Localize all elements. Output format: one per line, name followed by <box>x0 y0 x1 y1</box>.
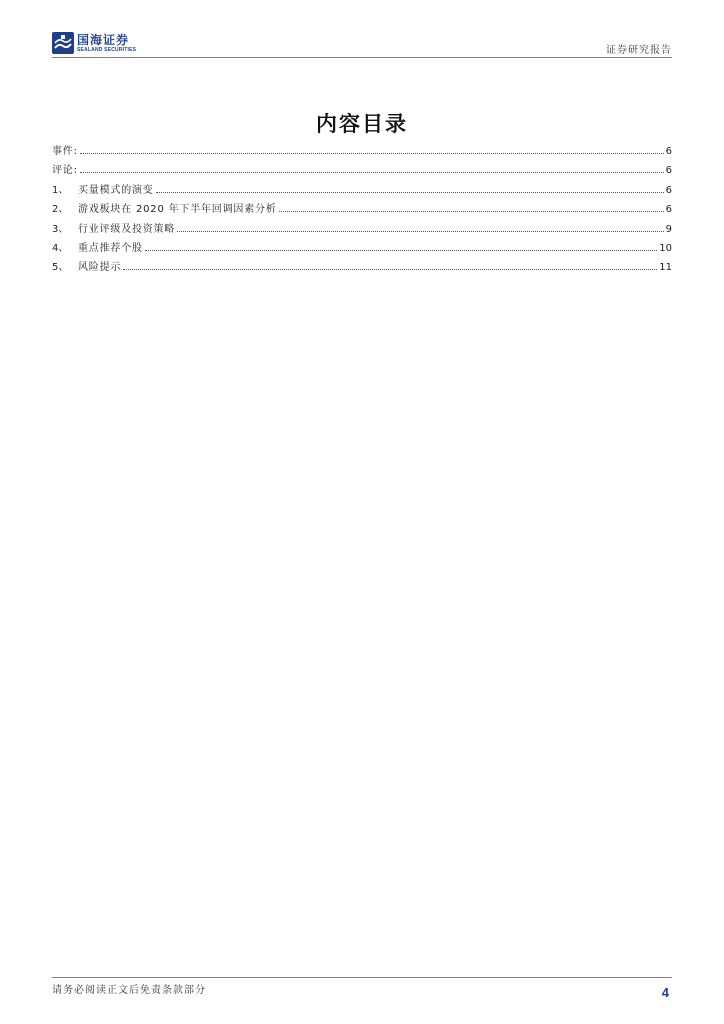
footer-divider <box>52 977 672 978</box>
toc-entry-label: 游戏板块在 2020 年下半年回调因素分析 <box>78 204 277 216</box>
toc-leader-dots <box>279 210 664 212</box>
toc-entry-page: 6 <box>665 184 672 196</box>
toc-entry-2[interactable] <box>52 200 672 219</box>
toc-entry-label: 风险提示 <box>78 262 122 274</box>
toc-entry-number: 3、 <box>52 223 69 235</box>
header-divider <box>52 57 672 58</box>
toc-entry-page: 11 <box>659 262 672 274</box>
page-number: 4 <box>661 985 669 1000</box>
toc-entry-page: 6 <box>665 165 672 177</box>
toc-title: 内容目录 <box>316 111 408 136</box>
sealand-logo-icon <box>52 32 74 54</box>
toc-leader-dots <box>80 171 664 173</box>
table-of-contents <box>52 142 672 278</box>
toc-entry-3[interactable] <box>52 220 672 239</box>
toc-leader-dots <box>123 268 657 270</box>
toc-entry-1[interactable] <box>52 181 672 200</box>
toc-entry-label: 行业评级及投资策略 <box>78 223 176 235</box>
logo-chinese-name: 国海证券 <box>77 32 130 47</box>
footer-disclaimer: 请务必阅读正文后免责条款部分 <box>52 985 206 996</box>
toc-leader-dots <box>145 249 657 251</box>
toc-leader-dots <box>80 152 664 154</box>
toc-entry-label: 评论: <box>52 165 78 177</box>
toc-entry-4[interactable] <box>52 239 672 258</box>
toc-entry-page: 9 <box>665 223 672 235</box>
logo-english-name: SEALAND SECURITIES <box>77 46 137 53</box>
toc-entry-page: 6 <box>665 146 672 157</box>
toc-entry-5[interactable] <box>52 258 672 277</box>
toc-entry-number: 1、 <box>52 184 69 196</box>
report-type-label: 证券研究报告 <box>606 45 672 56</box>
toc-entry-number: 5、 <box>52 262 69 274</box>
toc-entry-label: 事件: <box>52 146 78 157</box>
toc-entry-page: 6 <box>665 204 672 216</box>
toc-entry-label: 重点推荐个股 <box>78 242 143 254</box>
toc-entry-event[interactable] <box>52 142 672 161</box>
toc-leader-dots <box>177 230 663 232</box>
page-header <box>52 28 672 58</box>
toc-entry-number: 2、 <box>52 204 69 216</box>
toc-entry-label: 买量模式的演变 <box>78 184 154 196</box>
company-logo <box>52 32 136 54</box>
toc-entry-page: 10 <box>659 242 672 254</box>
toc-entry-comment[interactable] <box>52 161 672 180</box>
toc-leader-dots <box>156 191 664 193</box>
toc-entry-number: 4、 <box>52 242 69 254</box>
